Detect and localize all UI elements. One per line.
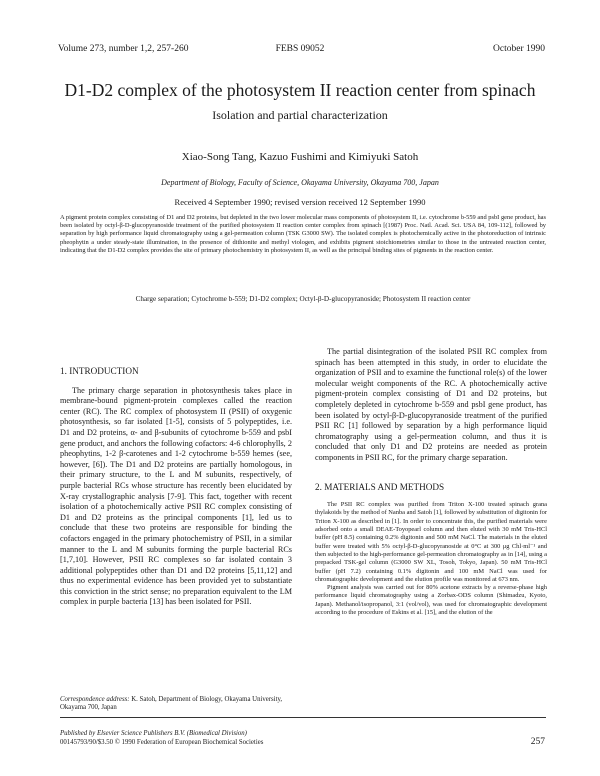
methods-paragraph-2: Pigment analysis was carried out for 80% acetone extracts by a reverse-phase high performance liquid chromatography using a Zorbax-ODS column (Shimadzu, Kyoto, Japan). Methanol/isopropanol, 3:1 (vol/vol), was used for chromatographic development according to the procedure of Eskins et al. [15], and the elution of the [315, 584, 547, 616]
right-column [315, 347, 547, 617]
methods-paragraph-1: The PSII RC complex was purified from Triton X-100 treated spinach grana thylakoids by the method of Nanba and Satoh [1], followed by substitution of digitonin for Triton X-100 as described in [1]. In order to concentrate this, the purified materials were adsorbed onto a small DEAE-Toyopearl column and then eluted with 30 mM Tris-HCl buffer (pH 8.5) containing 0.2% digitonin and 500 mM NaCl. The materials in the eluted buffer were treated with 5% octyl-β-D-glucopyranoside at 0°C at 300 μg Chl·ml⁻¹ and then subjected to the high-performance gel-permeation chromatography as in [14], using a prepacked TSK-gel column (G3000 SW XL, Tosoh, Tokyo, Japan). 50 mM Tris-HCl buffer (pH 7.2) containing 0.1% digitonin and 100 mM NaCl was used for chromatographic development and the elution profile was monitored at 673 nm. [315, 501, 547, 583]
methods-section [315, 501, 547, 617]
footer-divider [60, 717, 546, 718]
publisher-line: Published by Elsevier Science Publishers B.V. (Biomedical Division) [60, 730, 247, 737]
abstract: A pigment protein complex consisting of D1 and D2 proteins, but depleted in the two lower molecular mass components of photosystem II, i.e. cytochrome b-559 and psbI gene product, has been isolated by octyl-β-D-glucopyranoside treatment of the purified photosystem II reaction center complex from spinach [(1987) Proc. Natl. Acad. Sci. USA 84, 109-112], followed by separation by high performance liquid chromatography using a gel-permeation column (TSK G3000 SW). The isolated complex is photochemically active in the photoreduction of intrinsic pheophytin a under steady-state illumination, in the presence of dithionite and methyl viologen, and exhibits pigment stoichiometries similar to those in the untreated reaction center, indicating that the D1-D2 complex provides the site of primary photochemistry in photosystem II, as well as the principal binding sites of pigments in the reaction center. [60, 214, 546, 254]
introduction-heading: 1. INTRODUCTION [60, 366, 139, 376]
correspondence-address [60, 696, 292, 713]
journal-info: Volume 273, number 1,2, 257-260 [58, 44, 189, 54]
correspondence-label: Correspondence address: [60, 696, 130, 703]
correspondence-text: K. Satoh, Department of Biology, Okayama University, Okayama 700, Japan [60, 696, 283, 712]
received-dates: Received 4 September 1990; revised version received 12 September 1990 [174, 197, 426, 207]
introduction-continuation: The partial disintegration of the isolated PSII RC complex from spinach has been attempted in this study, in order to elucidate the organization of PSII and to examine the functional role(s) of the lower molecular weight components of the RC. A photochemically active pigment-protein complex consisting of D1 and D2 proteins, but completely depleted in cytochrome b-559 and psbI gene product, has been isolated by octyl-β-D-glucopyranoside treatment of the purified PSII RC [1] followed by separation by a high performance liquid chromatography using a gel-permeation column, and thus it is concluded that only D1 and D2 proteins are needed as protein components in PSII RC, for the primary charge separation. [315, 347, 547, 462]
article-subtitle: Isolation and partial characterization [212, 108, 388, 122]
keywords: Charge separation; Cytochrome b-559; D1-D2 complex; Octyl-β-D-glucopyranoside; Photosystem II reaction center [135, 295, 471, 303]
introduction-paragraph: The primary charge separation in photosynthesis takes place in membrane-bound pigment-protein complexes called the reaction center (RC). The RC complex of photosystem II (PSII) of oxygenic photosynthesis, so far isolated [1-5], consists of 5 polypeptides, i.e. D1 and D2 proteins, α- and β-subunits of cytochrome b-559 and psbI gene product, and anchors the following cofactors: 4-6 chlorophylls, 2 pheophytins, 1-2 β-carotenes and 1-2 cytochrome b-559 hemes (see, however, [6]). The D1 and D2 proteins are partially homologous, in their primary structure, to the L and M subunits, respectively, of purple bacterial RCs whose structure has recently been elucidated by X-ray crystallographic analysis [7-9]. This fact, together with recent isolation of a photochemically active PSII RC complex consisting of D1 and D2 proteins as the principal components [1], led us to conclude that these two proteins are responsible for binding the cofactors engaged in the primary photochemistry of PSII, in a similar manner to the L and M subunits forming the purple bacterial RCs [1,7,10]. However, PSII RC complexes so far isolated contain 3 additional polypeptides other than D1 and D2 proteins [5,11,12] and thus no experimental evidence has been provided yet to substantiate this conviction in the strict sense; no preparation equivalent to the LM complex in purple bacteria [13] has been isolated for PSII. [60, 385, 292, 607]
methods-heading: 2. MATERIALS AND METHODS [315, 481, 445, 492]
footer [60, 730, 360, 747]
febs-number: FEBS 09052 [275, 44, 325, 54]
affiliation: Department of Biology, Faculty of Science, Okayama University, Okayama 700, Japan [161, 178, 439, 187]
article-title: D1-D2 complex of the photosystem II reaction center from spinach [64, 80, 536, 100]
authors: Xiao-Song Tang, Kazuo Fushimi and Kimiyuki Satoh [181, 151, 419, 163]
left-column [60, 366, 292, 608]
copyright-line: 00145793/90/$3.50 © 1990 Federation of European Biochemical Societies [60, 738, 264, 746]
page-number: 257 [530, 737, 545, 747]
issue-date: October 1990 [493, 44, 545, 54]
